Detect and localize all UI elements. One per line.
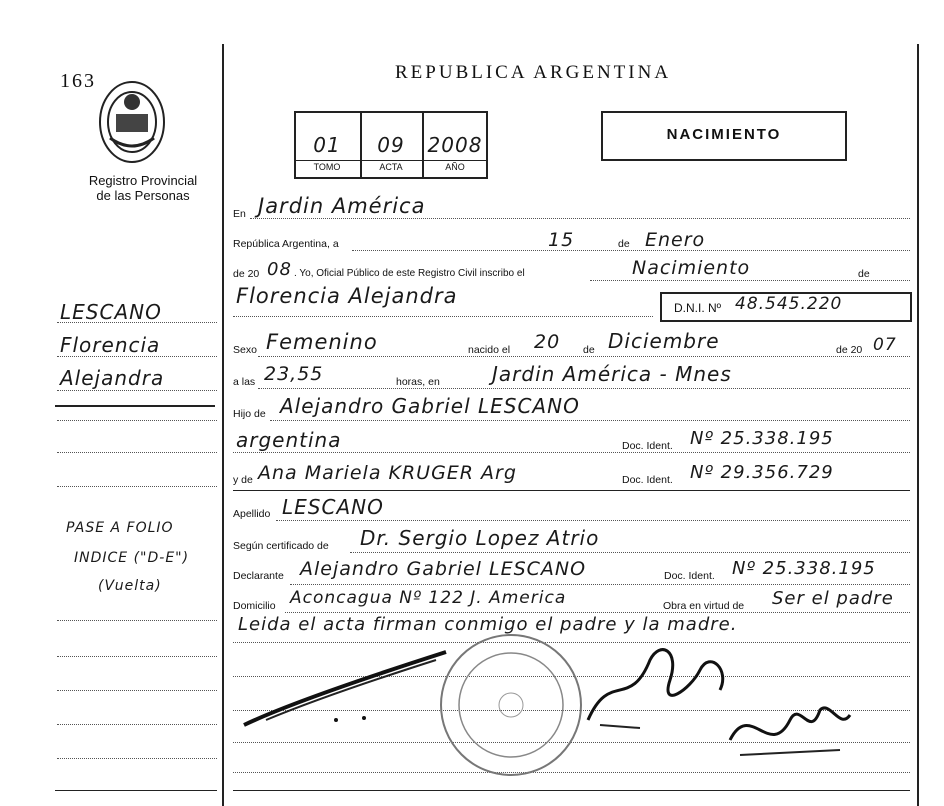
mother-underline (233, 490, 910, 491)
domicilio-label: Domicilio (233, 600, 276, 612)
birth-year-prefix: de 20 (836, 344, 863, 356)
month-value: Enero (645, 229, 706, 251)
sidebar-strike-line (55, 405, 215, 407)
mother-doc-label: Doc. Ident. (622, 474, 673, 486)
sidebar-line (57, 620, 217, 621)
declarante-doc-value: Nº 25.338.195 (732, 558, 876, 579)
left-border-line (222, 44, 224, 806)
republica-label: República Argentina, a (233, 238, 339, 250)
sidebar-note-line1: PASE A FOLIO (66, 520, 174, 536)
folio-number: 163 (60, 70, 96, 92)
acta-label: ACTA (379, 162, 403, 172)
birth-day-value: 20 (534, 331, 561, 353)
closing-text: Leida el acta firman conmigo el padre y la madre. (238, 614, 738, 635)
tomo-value: 01 (313, 133, 341, 157)
provincial-seal-icon (96, 78, 168, 166)
alas-label: a las (233, 376, 256, 388)
right-border-line (917, 44, 919, 806)
sidebar-given-name-2: Alejandra (60, 366, 165, 390)
sexo-value: Femenino (266, 330, 378, 354)
declarante-dots (290, 584, 910, 585)
dni-value: 48.545.220 (735, 294, 843, 314)
horas-label: horas, en (396, 376, 440, 388)
bottom-line (233, 790, 910, 791)
record-box-divider (294, 160, 488, 161)
year-suffix-value: 08 (267, 259, 292, 280)
sidebar-given-name-1: Florencia (60, 333, 161, 357)
father-doc-value: Nº 25.338.195 (690, 428, 834, 449)
sidebar-surname: LESCANO (60, 300, 162, 324)
mother-signature-icon (720, 680, 860, 770)
sidebar-line (57, 420, 217, 421)
tomo-label: TOMO (313, 162, 341, 172)
child-name-value: Florencia Alejandra (236, 284, 458, 308)
day-value: 15 (548, 229, 575, 251)
birth-dots (258, 356, 910, 357)
anio-value: 2008 (427, 133, 483, 157)
country-title: REPUBLICA ARGENTINA (395, 62, 672, 83)
sidebar-bottom-line (55, 790, 217, 791)
hijo-label: Hijo de (233, 408, 266, 420)
birth-month-value: Diciembre (608, 329, 720, 353)
certificado-label: Según certificado de (233, 540, 329, 552)
obra-value: Ser el padre (772, 588, 894, 609)
declarant-signature-icon (236, 640, 466, 730)
registry-label-line1: Registro Provincial (88, 173, 198, 188)
inscription-type-value: Nacimiento (632, 257, 751, 279)
acta-value: 09 (377, 133, 405, 157)
de-label-2: de (858, 268, 870, 280)
birth-time-value: 23,55 (264, 363, 324, 385)
apellido-value: LESCANO (282, 495, 384, 519)
day-dots (352, 250, 910, 251)
doctor-dots (350, 552, 910, 553)
sexo-label: Sexo (233, 344, 257, 356)
en-label: En (233, 208, 246, 220)
declarante-value: Alejandro Gabriel LESCANO (300, 558, 587, 580)
father-dots (270, 420, 910, 421)
registry-label (58, 173, 228, 203)
sidebar-line (57, 656, 217, 657)
apellido-label: Apellido (233, 508, 271, 520)
birth-place-value: Jardin América - Mnes (492, 362, 732, 386)
year-prefix-label: de 20 (233, 268, 260, 280)
place-value: Jardin América (258, 194, 426, 218)
apellido-dots (276, 520, 910, 521)
child-name-dots (233, 316, 653, 317)
registry-label-line2: de las Personas (96, 188, 190, 203)
sidebar-line (57, 690, 217, 691)
domicilio-dots (285, 612, 910, 613)
birth-year-suffix: 07 (873, 335, 897, 355)
dni-label: D.N.I. Nº (674, 301, 722, 315)
de-label-3: de (583, 344, 595, 356)
sidebar-line (57, 758, 217, 759)
sidebar-line (57, 452, 217, 453)
mother-name-value: Ana Mariela KRUGER Arg (258, 462, 517, 484)
doctor-value: Dr. Sergio Lopez Atrio (360, 526, 600, 550)
domicilio-value: Aconcagua Nº 122 J. America (290, 588, 567, 608)
anio-label: AÑO (445, 162, 465, 172)
mother-doc-value: Nº 29.356.729 (690, 462, 834, 483)
sidebar-line (57, 390, 217, 391)
officer-signature-icon (580, 630, 740, 740)
sidebar-line (57, 356, 217, 357)
yo-dots (590, 280, 910, 281)
nacido-label: nacido el (468, 344, 511, 356)
de-label: de (618, 238, 630, 250)
sidebar-note-line2: INDICE ("D-E") (74, 550, 190, 566)
birth-place-dots (258, 388, 910, 389)
sidebar-line (57, 486, 217, 487)
sidebar-note-line3: (Vuelta) (98, 578, 162, 594)
place-dots (250, 218, 910, 219)
sidebar-line (57, 724, 217, 725)
obra-label: Obra en virtud de (663, 600, 745, 612)
yo-text: . Yo, Oficial Público de este Registro Civil inscribo el (294, 268, 525, 279)
father-nationality-value: argentina (236, 428, 342, 452)
father-name-value: Alejandro Gabriel LESCANO (280, 394, 580, 418)
father-doc-label: Doc. Ident. (622, 440, 673, 452)
yde-label: y de (233, 474, 253, 486)
sidebar-line (57, 322, 217, 323)
record-type: NACIMIENTO (666, 126, 782, 143)
declarante-doc-label: Doc. Ident. (664, 570, 715, 582)
declarante-label: Declarante (233, 570, 284, 582)
father-doc-dots (233, 452, 910, 453)
